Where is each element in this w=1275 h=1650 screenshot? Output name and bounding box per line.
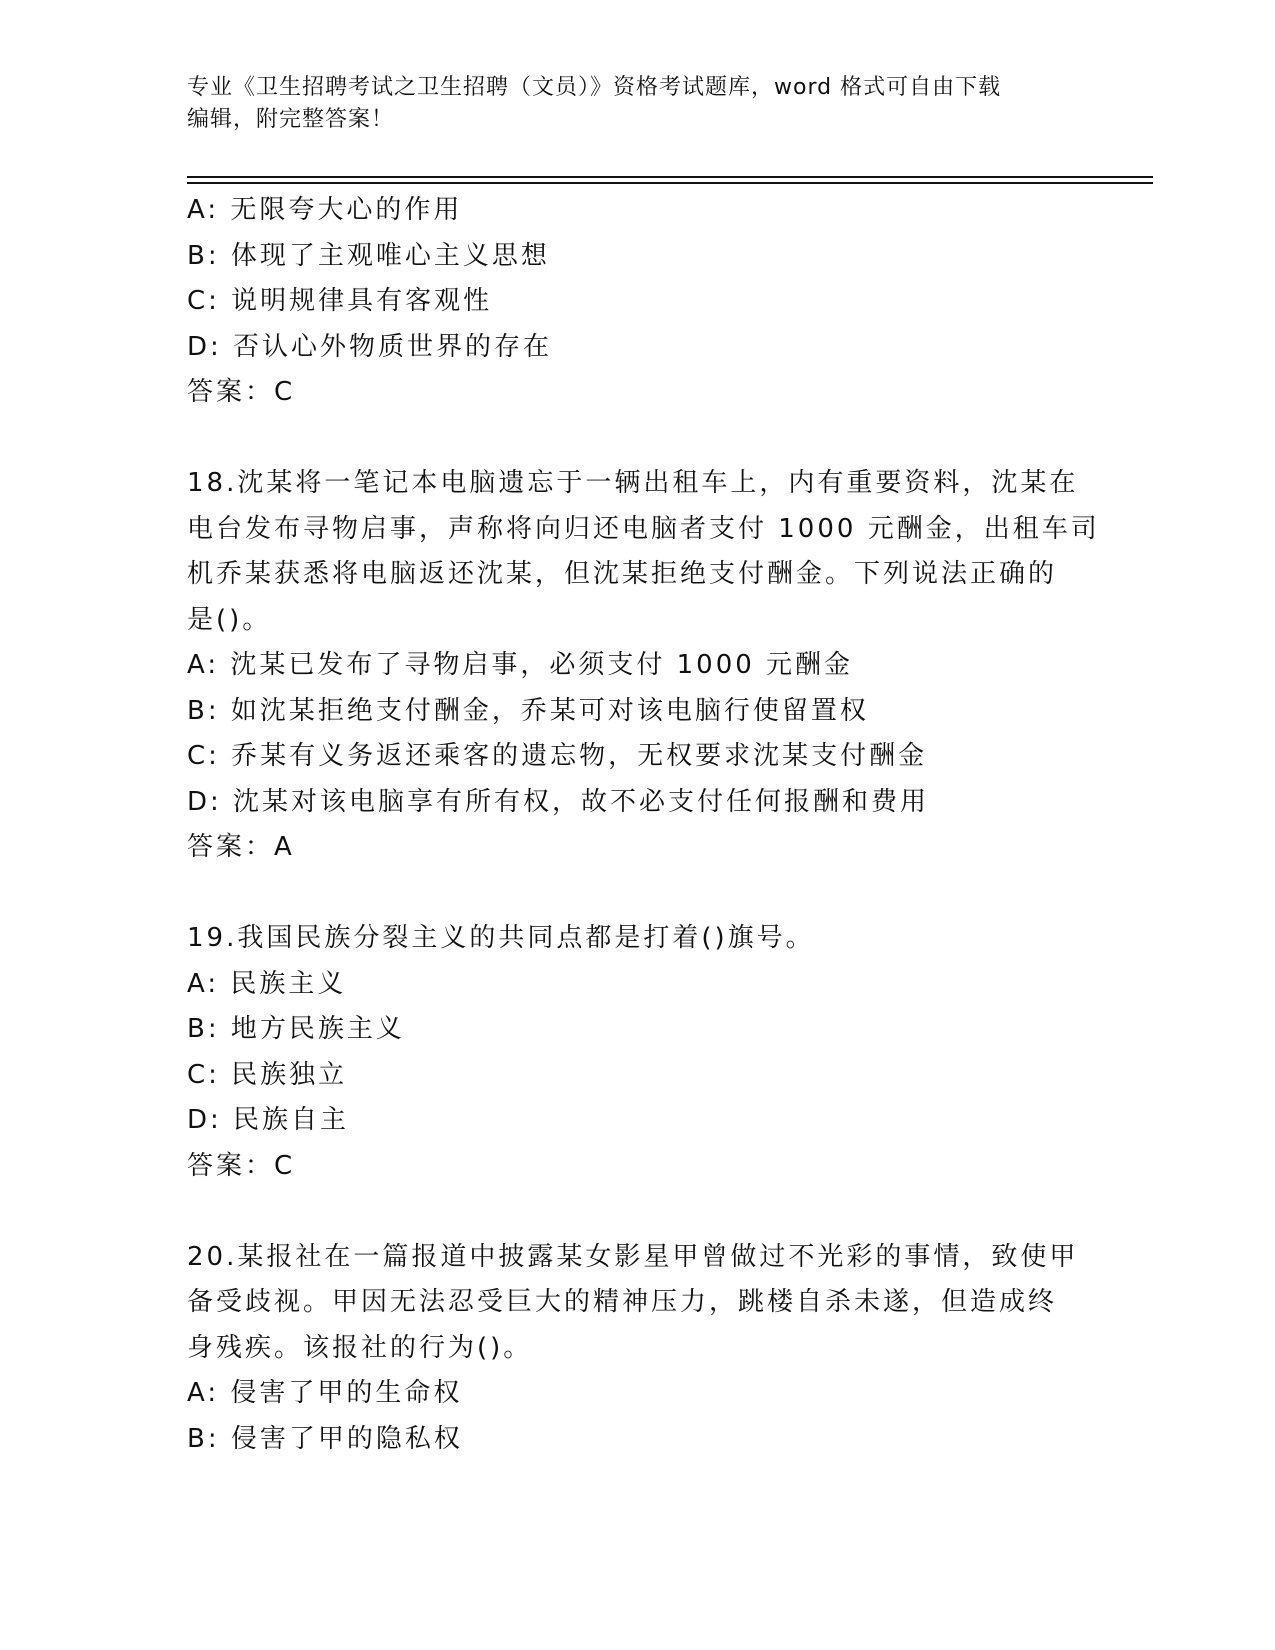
question-stem-line: 19.我国民族分裂主义的共同点都是打着()旗号。: [187, 923, 815, 953]
option-a: A: 沈某已发布了寻物启事，必须支付 1000 元酬金: [187, 650, 854, 680]
option-b: B: 如沈某拒绝支付酬金，乔某可对该电脑行使留置权: [187, 695, 869, 726]
header-divider-bottom: [187, 182, 1153, 184]
question-stem-line: 是()。: [187, 604, 272, 635]
answer: 答案：C: [187, 377, 296, 407]
question-stem-line: 身残疾。该报社的行为()。: [187, 1332, 533, 1363]
document-header: [187, 72, 1087, 136]
header-line: 专业《卫生招聘考试之卫生招聘（文员）》资格考试题库，word 格式可自由下载: [187, 75, 1002, 100]
question-18: [187, 461, 1100, 871]
question-list: [187, 188, 1100, 1462]
option-d: D: 民族自主: [187, 1105, 350, 1135]
question-stem-line: 备受歧视。甲因无法忍受巨大的精神压力，跳楼自杀未遂，但造成终: [187, 1287, 1058, 1317]
header-line: 编辑，附完整答案！: [187, 107, 395, 132]
question-17-continued: [187, 188, 1087, 416]
spacer: [187, 1189, 1087, 1235]
option-d: D: 否认心外物质世界的存在: [187, 331, 553, 362]
option-c: C: 说明规律具有客观性: [187, 286, 493, 316]
question-20: [187, 1235, 1087, 1463]
option-c: C: 民族独立: [187, 1059, 348, 1090]
question-19: [187, 916, 1087, 1189]
option-b: B: 地方民族主义: [187, 1014, 405, 1044]
question-stem-line: 机乔某获悉将电脑返还沈某，但沈某拒绝支付酬金。下列说法正确的: [187, 559, 1058, 589]
question-stem-line: 20.某报社在一篇报道中披露某女影星甲曾做过不光彩的事情，致使甲: [187, 1241, 1079, 1272]
answer: 答案：C: [187, 1150, 296, 1181]
option-d: D: 沈某对该电脑享有所有权，故不必支付任何报酬和费用: [187, 786, 930, 817]
option-c: C: 乔某有义务返还乘客的遗忘物，无权要求沈某支付酬金: [187, 741, 928, 771]
spacer: [187, 416, 1087, 462]
question-stem-line: 电台发布寻物启事，声称将向归还电脑者支付 1000 元酬金，出租车司: [187, 513, 1100, 544]
option-a: A: 侵害了甲的生命权: [187, 1378, 463, 1408]
spacer: [187, 871, 1087, 917]
option-a: A: 无限夸大心的作用: [187, 195, 463, 225]
header-divider-top: [187, 176, 1153, 178]
option-a: A: 民族主义: [187, 968, 347, 999]
option-b: B: 体现了主观唯心主义思想: [187, 240, 550, 271]
option-b: B: 侵害了甲的隐私权: [187, 1423, 463, 1454]
question-stem-line: 18.沈某将一笔记本电脑遗忘于一辆出租车上，内有重要资料，沈某在: [187, 468, 1079, 498]
answer: 答案：A: [187, 832, 295, 862]
